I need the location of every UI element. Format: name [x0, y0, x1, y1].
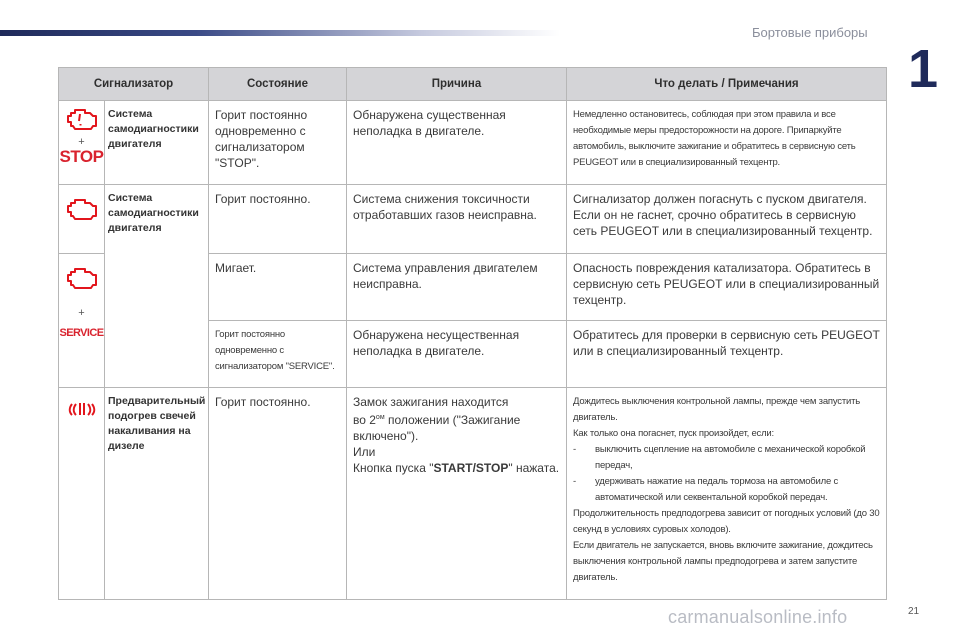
cause-text: Система снижения токсичности отработавших газов неисправна.	[347, 185, 567, 254]
table-header-row	[59, 68, 887, 101]
indicator-table	[58, 67, 887, 600]
indicator-name: Система самодиагностики двигателя	[105, 101, 209, 185]
combination-plus: +	[78, 136, 85, 148]
cause-text: Система управления двигателем неисправна.	[347, 254, 567, 321]
stop-warning-label: STOP	[59, 147, 104, 166]
section-title: Бортовые приборы	[752, 25, 868, 40]
cause-or: Или	[353, 445, 376, 459]
cause-ignition-position: во $2^{ом}$ положении ("Зажигание включено").	[353, 413, 521, 443]
page-number: 21	[908, 606, 920, 617]
cause-line: Замок зажигания находится	[353, 395, 509, 409]
column-header-action: Что делать / Примечания	[567, 68, 887, 101]
engine-warning-icon	[65, 266, 99, 295]
indicator-icon-cell	[59, 101, 105, 185]
state-text: Горит постоянно.	[209, 388, 347, 600]
glow-plug-icon	[67, 400, 97, 423]
action-when: Как только она погаснет, пуск произойдет, если:	[573, 428, 774, 439]
state-text: Мигает.	[209, 254, 347, 321]
indicator-name: Система самодиагностики двигателя	[105, 185, 209, 388]
header-accent-bar	[0, 30, 560, 36]
column-header-indicator: Сигнализатор	[59, 68, 209, 101]
state-text: Горит постоянно одновременно с сигнализатором "STOP".	[209, 101, 347, 185]
action-intro: Дождитесь выключения контрольной лампы, прежде чем запустить двигатель.	[573, 396, 860, 423]
table-row	[59, 388, 887, 600]
cause-start-stop: Кнопка пуска "START/STOP" нажата.	[353, 461, 560, 475]
action-text: Немедленно остановитесь, соблюдая при этом правила и все необходимые меры предосторожности на дороге. Припаркуйте автомобиль, выключите зажигание и обратитесь в сервисную сеть PEUGEOT или в специализированный техцентр.	[567, 101, 887, 185]
action-text: Сигнализатор должен погаснуть с пуском двигателя. Если он не гаснет, срочно обратитесь в сервисную сеть PEUGEOT или в специализированный техцентр.	[567, 185, 887, 254]
action-bullet: - выключить сцепление на автомобиле с механической коробкой передач,	[573, 444, 866, 471]
table-row	[59, 185, 887, 254]
cause-text: Обнаружена несущественная неполадка в двигателе.	[347, 321, 567, 388]
indicator-name: Предварительный подогрев свечей накаливания на дизеле	[105, 388, 209, 600]
column-header-cause: Причина	[347, 68, 567, 101]
state-text: Горит постоянно одновременно с сигнализатором "SERVICE".	[209, 321, 347, 388]
engine-warning-icon	[65, 107, 99, 136]
chapter-number: 1	[908, 39, 939, 99]
service-warning-label: SERVICE	[59, 327, 104, 339]
action-text	[567, 388, 887, 600]
engine-warning-icon	[65, 197, 99, 226]
cause-text	[347, 388, 567, 600]
indicator-icon-cell	[59, 254, 105, 388]
action-text: Опасность повреждения катализатора. Обратитесь в сервисную сеть PEUGEOT или в специализированный техцентр.	[567, 254, 887, 321]
state-text: Горит постоянно.	[209, 185, 347, 254]
table-row	[59, 101, 887, 185]
column-header-state: Состояние	[209, 68, 347, 101]
action-duration: Продолжительность предподогрева зависит от погодных условий (до 30 секунд в условиях суровых холодов).	[573, 508, 880, 535]
watermark: carmanualsonline.info	[668, 607, 848, 627]
indicator-icon-cell	[59, 388, 105, 600]
action-text: Обратитесь для проверки в сервисную сеть PEUGEOT или в специализированный техцентр.	[567, 321, 887, 388]
combination-plus: +	[78, 307, 85, 319]
cause-text: Обнаружена существенная неполадка в двигателе.	[347, 101, 567, 185]
indicator-icon-cell	[59, 185, 105, 254]
action-bullet: - удерживать нажатие на педаль тормоза на автомобиле с автоматической или секвентальной коробкой передач.	[573, 476, 839, 503]
action-retry: Если двигатель не запускается, вновь включите зажигание, дождитесь выключения контрольной лампы предподогрева и затем запустите двигатель.	[573, 540, 873, 583]
